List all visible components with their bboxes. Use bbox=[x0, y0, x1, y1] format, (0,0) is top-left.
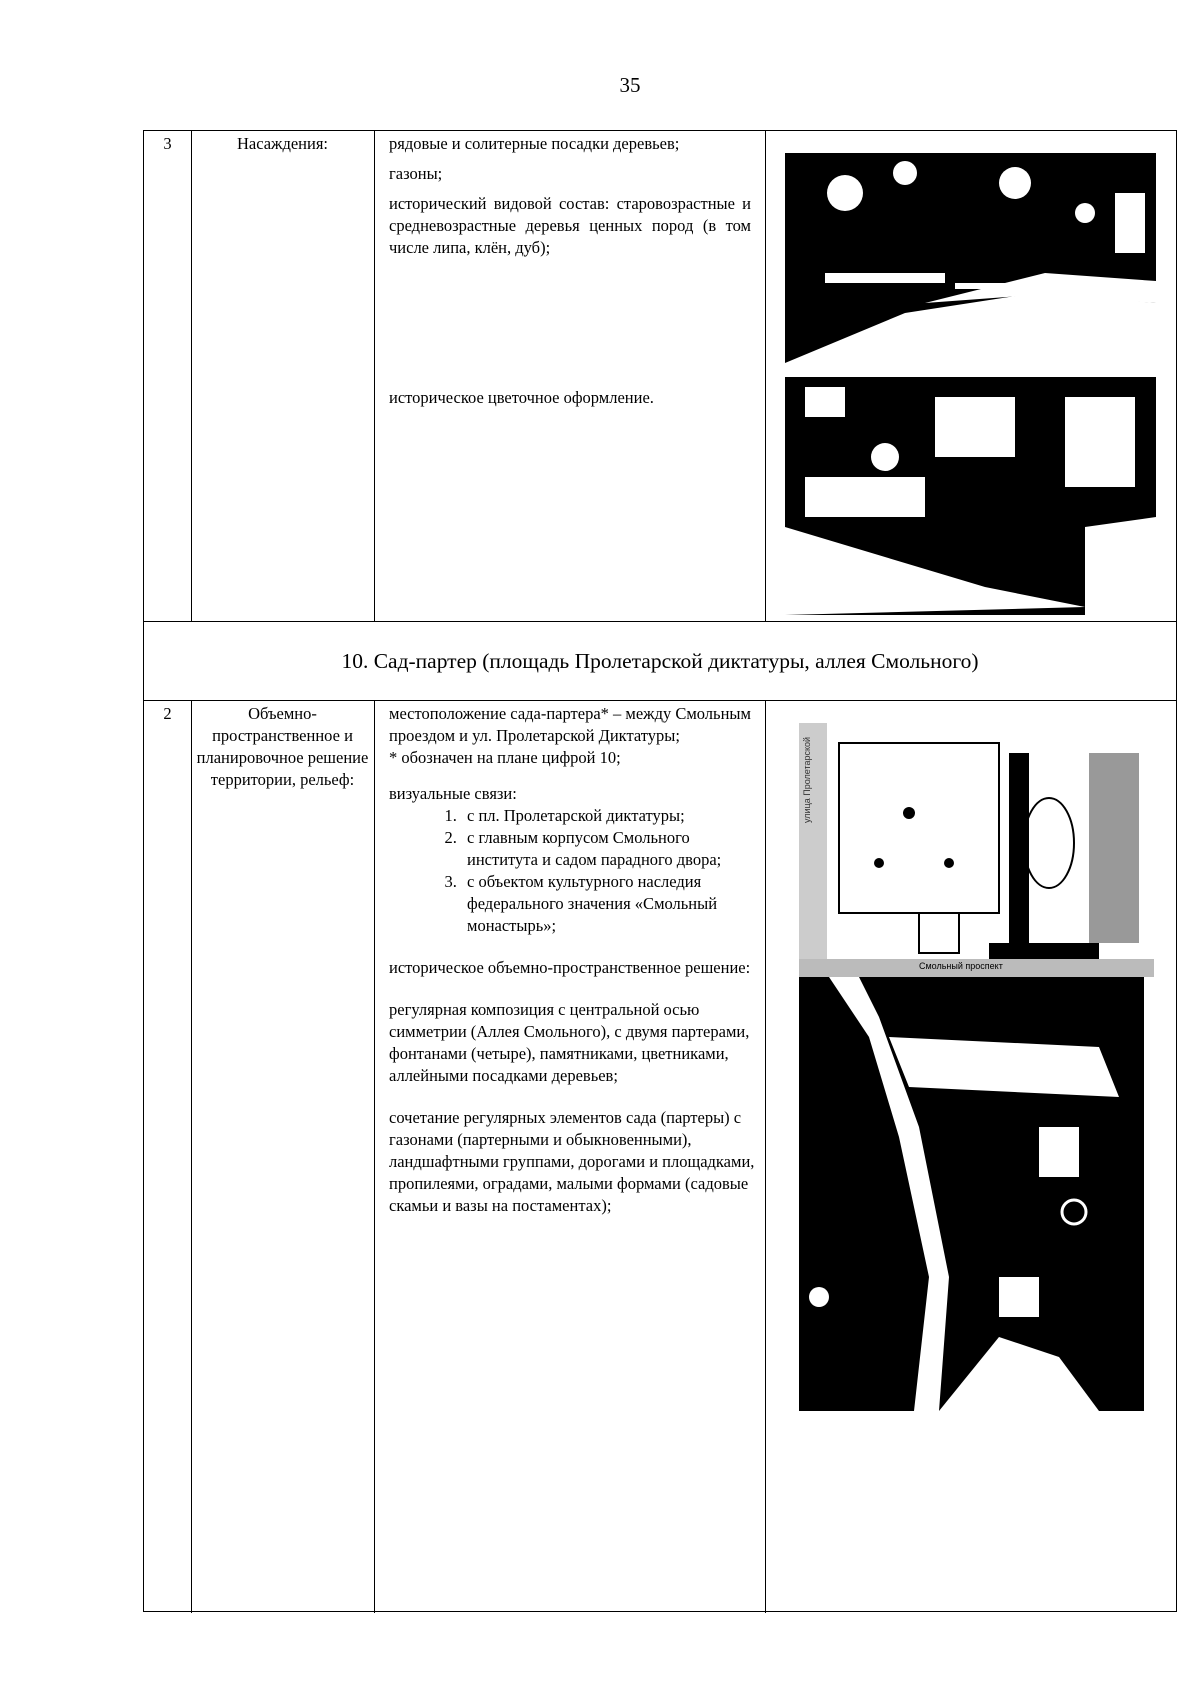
aerial-view-photo bbox=[799, 977, 1144, 1411]
planting-item: исторический видовой состав: старовозрастные и средневозрастные деревья ценных пород (в том числе липа, клён, дуб); bbox=[389, 194, 751, 257]
row-title: Насаждения: bbox=[236, 134, 329, 153]
composition-text: регулярная композиция с центральной осью симметрии (Аллея Смольного), с двумя партерами, фонтанами (четыре), памятниками, цветниками, аллейными посадками деревьев; bbox=[389, 1000, 750, 1085]
visual-links-list bbox=[389, 805, 759, 937]
row-title: Объемно-пространственное и планировочное решение территории, рельеф: bbox=[196, 704, 369, 789]
location-text: местоположение сада-партера* – между Смольным проездом и ул. Пролетарской Диктатуры; bbox=[389, 704, 751, 745]
layout-description bbox=[389, 703, 759, 1217]
visual-link-item: 2. с главным корпусом Смольного института и садом парадного двора; bbox=[461, 827, 759, 871]
historical-solution-title: историческое объемно-пространственное решение: bbox=[389, 958, 751, 977]
visual-link-item: 1. с пл. Пролетарской диктатуры; bbox=[461, 805, 759, 827]
alley-trees-photo bbox=[785, 153, 1156, 363]
planting-description bbox=[389, 133, 751, 417]
planting-item: газоны; bbox=[389, 164, 443, 183]
flower-bed-photo bbox=[785, 377, 1156, 615]
page-number: 35 bbox=[619, 73, 641, 97]
map-street-label: улица Пролетарской bbox=[802, 736, 812, 823]
planting-item: рядовые и солитерные посадки деревьев; bbox=[389, 134, 680, 153]
visual-links-title: визуальные связи: bbox=[389, 784, 517, 803]
row-number: 3 bbox=[163, 134, 172, 153]
row-number: 2 bbox=[163, 704, 172, 723]
visual-link-item: 3. с объектом культурного наследия федерального значения «Смольный монастырь»; bbox=[461, 871, 759, 937]
combination-text: сочетание регулярных элементов сада (партеры) с газонами (партерными и обыкновенными), ландшафтными группами, дорогами и площадками, пропилеями, оградами, малыми формами (садовые скамьи и вазы на постаментах); bbox=[389, 1108, 755, 1215]
planting-item: историческое цветочное оформление. bbox=[389, 388, 654, 407]
map-prospect-label: Смольный проспект bbox=[919, 961, 1003, 971]
footnote-text: * обозначен на плане цифрой 10; bbox=[389, 748, 621, 767]
section-heading: 10. Сад-партер (площадь Пролетарской диктатуры, аллея Смольного) bbox=[341, 649, 979, 673]
site-plan-map bbox=[799, 723, 1154, 977]
document-table bbox=[143, 130, 1177, 1612]
